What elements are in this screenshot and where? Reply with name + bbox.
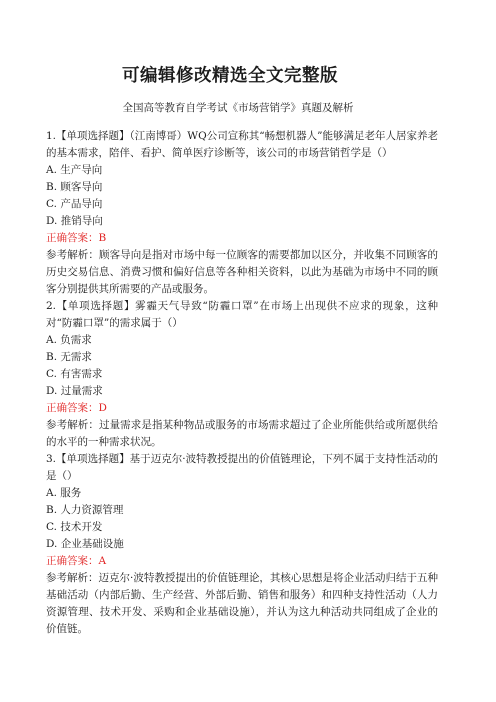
document-title: 可编辑修改精选全文完整版 <box>122 66 338 86</box>
option-c: C. 产品导向 <box>46 198 103 210</box>
answer-analysis: 参考解析：过量需求是指某种物品或服务的市场需求超过了企业所能供给或所愿供给的水平的一种需求状况。 <box>46 419 438 448</box>
option-c: C. 技术开发 <box>46 521 103 533</box>
correct-answer: 正确答案：B <box>46 232 107 244</box>
answer-analysis: 参考解析：迈克尔·波特教授提出的价值链理论，其核心思想是将企业活动归结于五种基础活动（内部后勤、生产经营、外部后勤、销售和服务）和四种支持性活动（人力资源管理、技术开发、采购和企业基础设施），并认为这九种活动共同组成了企业的价值链。 <box>46 572 438 635</box>
option-b: B. 顾客导向 <box>46 181 103 193</box>
option-a: A. 服务 <box>46 487 82 499</box>
document-subtitle: 全国高等教育自学考试《市场营销学》真题及解析 <box>122 102 354 114</box>
answer-analysis: 参考解析：顾客导向是指对市场中每一位顾客的需要都加以区分，并收集不同顾客的历史交易信息、消费习惯和偏好信息等各种相关资料，以此为基础为市场中不同的顾客分别提供其所需要的产品或服务。 <box>46 249 438 295</box>
question-3 <box>46 451 438 638</box>
question-stem: 2.【单项选择题】雾霾天气导致“防霾口罩”在市场上出现供不应求的现象，这种对“防霾口罩”的需求属于（） <box>46 300 438 329</box>
option-d: D. 企业基础设施 <box>46 538 124 550</box>
option-c: C. 有害需求 <box>46 368 103 380</box>
option-b: B. 人力资源管理 <box>46 504 124 516</box>
option-d: D. 过量需求 <box>46 385 103 397</box>
correct-answer: 正确答案：D <box>46 402 107 414</box>
question-stem: 3.【单项选择题】基于迈克尔·波特教授提出的价值链理论，下列不属于支持性活动的是（） <box>46 453 438 482</box>
option-a: A. 生产导向 <box>46 164 103 176</box>
option-b: B. 无需求 <box>46 351 92 363</box>
question-2 <box>46 298 438 451</box>
correct-answer: 正确答案：A <box>46 555 107 567</box>
option-a: A. 负需求 <box>46 334 92 346</box>
question-1 <box>46 128 438 298</box>
question-list <box>46 128 438 638</box>
option-d: D. 推销导向 <box>46 215 103 227</box>
question-stem: 1.【单项选择题】（江南博哥）WQ公司宣称其“畅想机器人”能够满足老年人居家养老的基本需求，陪伴、看护、简单医疗诊断等，该公司的市场营销哲学是（） <box>46 130 438 159</box>
